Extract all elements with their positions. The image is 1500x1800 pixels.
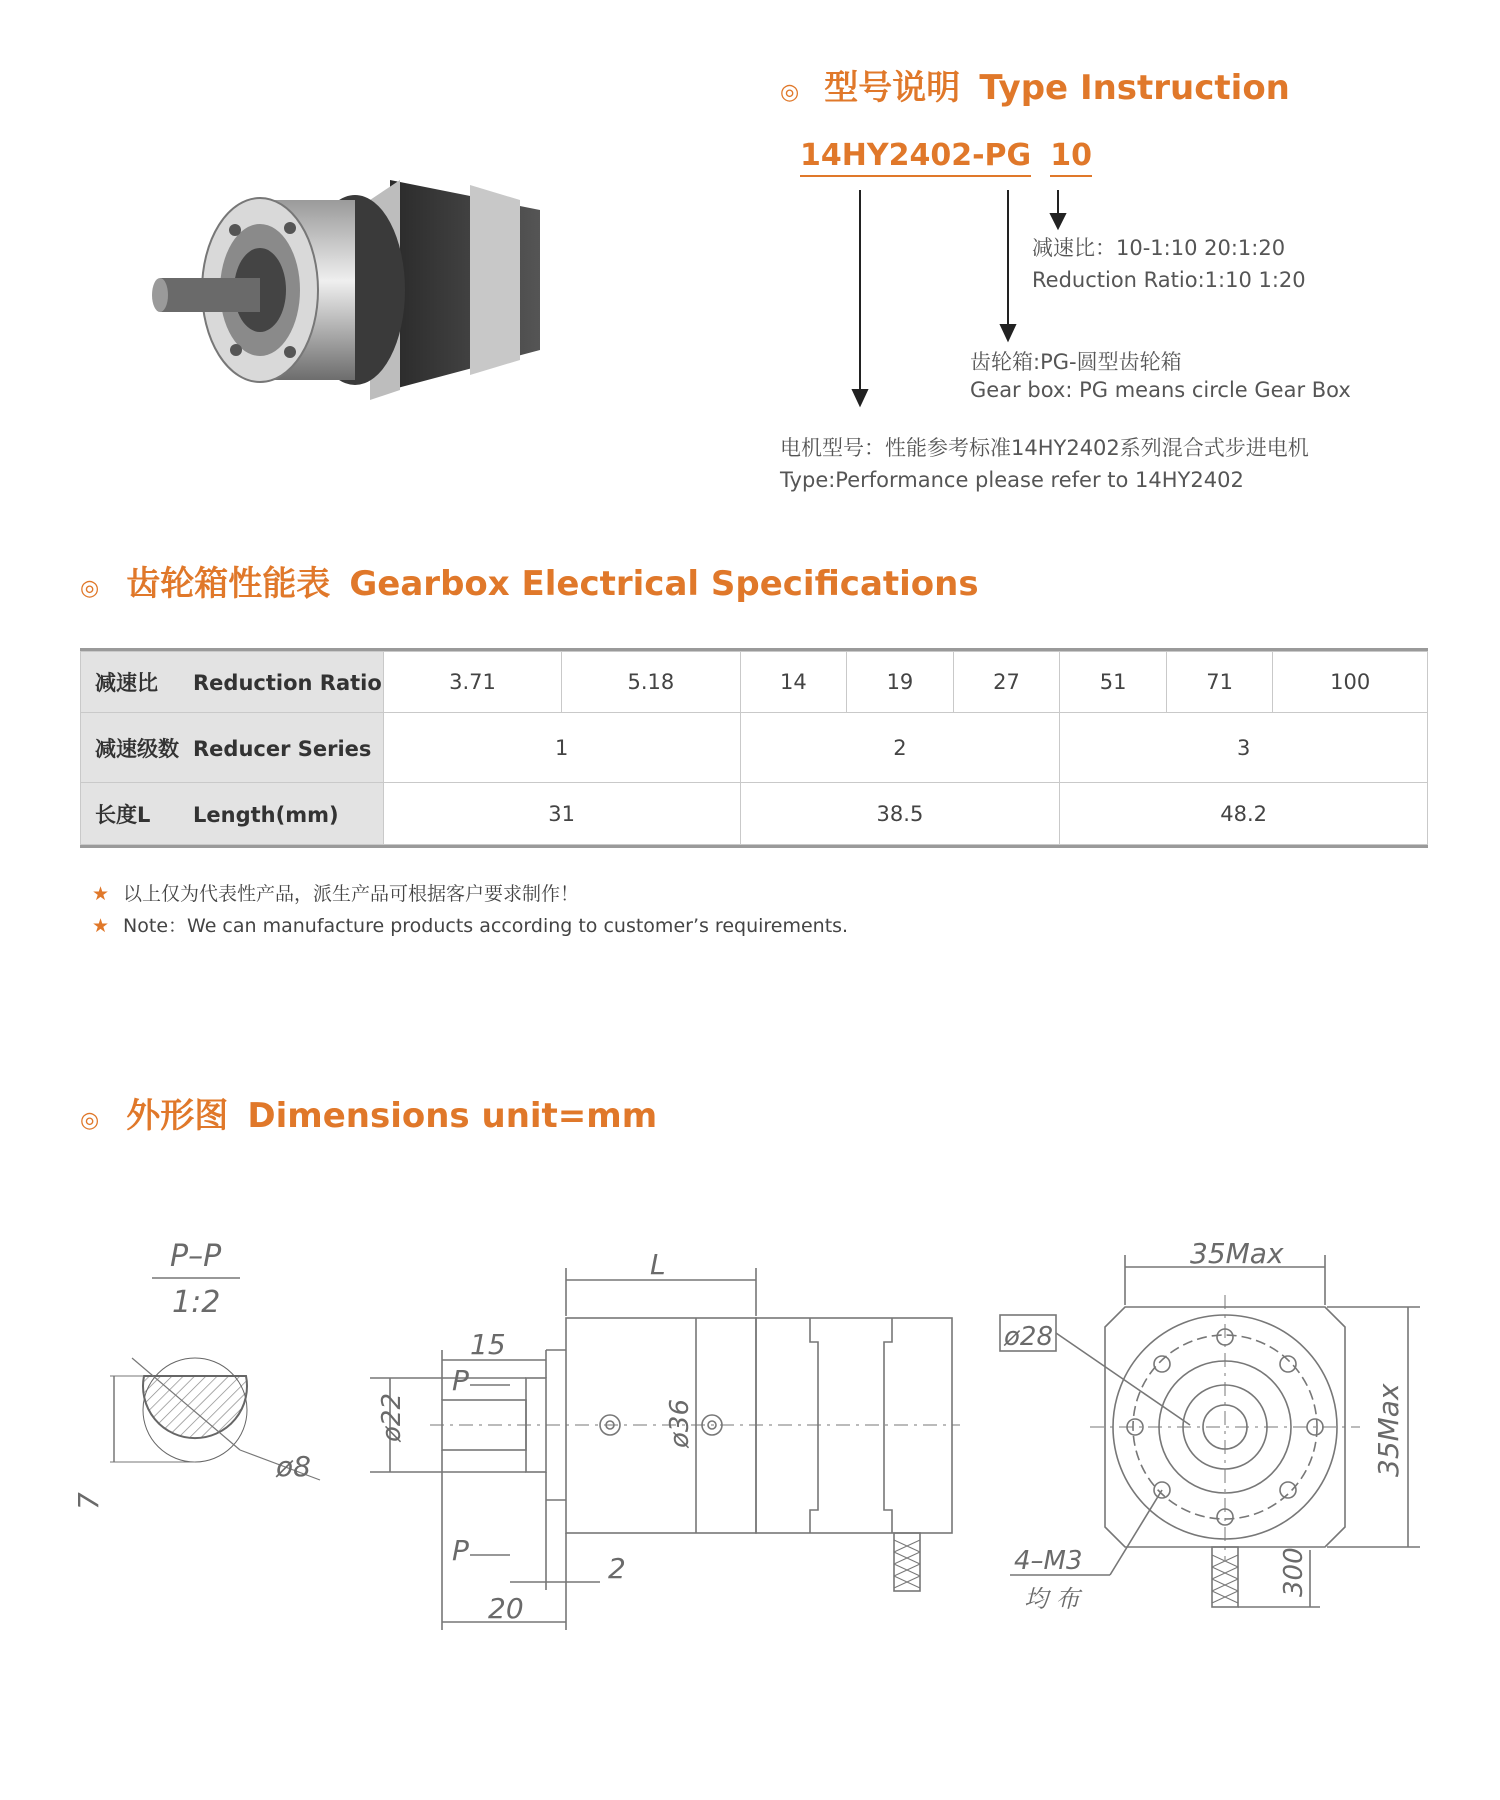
spec-table bbox=[80, 651, 1428, 845]
gearbox-desc bbox=[970, 348, 1351, 404]
dim-22: ø22 bbox=[377, 1393, 407, 1442]
dim-L: L bbox=[650, 1248, 666, 1281]
star-icon: ★ bbox=[92, 883, 110, 905]
reduction-desc-en: Reduction Ratio:1:10 1:20 bbox=[1032, 268, 1306, 292]
header-bullet-icon: ◎ bbox=[780, 80, 800, 105]
dim-36: ø36 bbox=[665, 1399, 695, 1448]
type-title-en: Type Instruction bbox=[979, 68, 1290, 108]
spec-header bbox=[80, 556, 979, 605]
table-cell: 2 bbox=[740, 713, 1060, 783]
reduction-desc bbox=[1032, 232, 1306, 296]
table-cell: 1 bbox=[383, 713, 740, 783]
table-cell: 3 bbox=[1060, 713, 1428, 783]
section-title: P–P bbox=[170, 1239, 222, 1274]
dim-even: 均 布 bbox=[1024, 1585, 1080, 1613]
note-item: ★ Note：We can manufacture products according to customer’s requirements. bbox=[92, 915, 849, 937]
table-cell: 27 bbox=[953, 652, 1060, 713]
motor-desc bbox=[780, 432, 1309, 496]
spec-title-zh: 齿轮箱性能表 bbox=[126, 564, 331, 604]
table-cell: 38.5 bbox=[740, 783, 1060, 845]
table-cell: 100 bbox=[1273, 652, 1428, 713]
section-dia: ø8 bbox=[276, 1450, 311, 1483]
table-cell: 5.18 bbox=[562, 652, 740, 713]
dim-cable: 300 bbox=[1279, 1547, 1309, 1597]
table-row bbox=[81, 713, 1428, 783]
note-item: ★ 以上仅为代表性产品，派生产品可根据客户要求制作！ bbox=[92, 883, 580, 905]
row-label: 长度L Length(mm) bbox=[81, 783, 384, 845]
dim-P2: P bbox=[452, 1534, 469, 1567]
notes bbox=[92, 878, 848, 942]
table-cell: 3.71 bbox=[383, 652, 561, 713]
reduction-desc-zh: 减速比：10-1:10 20:1:20 bbox=[1032, 236, 1286, 260]
spec-table-wrap bbox=[80, 648, 1428, 848]
type-header bbox=[780, 60, 1290, 109]
model-part-1: 14HY2402-PG bbox=[800, 138, 1031, 177]
section-scale: 1:2 bbox=[172, 1285, 221, 1320]
model-part-2: 10 bbox=[1050, 138, 1092, 177]
dim-width: 35Max bbox=[1190, 1237, 1284, 1270]
dim-28: ø28 bbox=[1004, 1322, 1053, 1352]
table-cell: 48.2 bbox=[1060, 783, 1428, 845]
dim-title-zh: 外形图 bbox=[126, 1096, 229, 1136]
dim-15: 15 bbox=[470, 1328, 506, 1361]
model-code bbox=[800, 138, 1092, 177]
dim-height: 35Max bbox=[1372, 1383, 1405, 1477]
motor-desc-zh: 电机型号：性能参考标准14HY2402系列混合式步进电机 bbox=[780, 436, 1309, 460]
dim-screws: 4–M3 bbox=[1014, 1546, 1083, 1576]
table-cell: 14 bbox=[740, 652, 847, 713]
section-view-drawing bbox=[72, 1230, 340, 1530]
motor-desc-en: Type:Performance please refer to 14HY2402 bbox=[780, 468, 1244, 492]
gearbox-desc-zh: 齿轮箱:PG-圆型齿轮箱 bbox=[970, 350, 1182, 374]
table-cell: 31 bbox=[383, 783, 740, 845]
table-row bbox=[81, 652, 1428, 713]
table-cell: 51 bbox=[1060, 652, 1167, 713]
dim-header bbox=[80, 1088, 657, 1137]
front-view-drawing bbox=[980, 1215, 1460, 1635]
side-view-drawing bbox=[370, 1200, 970, 1660]
dim-P1: P bbox=[452, 1364, 469, 1397]
dim-title-en: Dimensions unit=mm bbox=[247, 1096, 658, 1136]
header-bullet-icon: ◎ bbox=[80, 1108, 100, 1133]
type-title-zh: 型号说明 bbox=[824, 68, 961, 108]
table-cell: 71 bbox=[1166, 652, 1273, 713]
star-icon: ★ bbox=[92, 915, 110, 937]
gearbox-desc-en: Gear box: PG means circle Gear Box bbox=[970, 378, 1351, 402]
header-bullet-icon: ◎ bbox=[80, 576, 100, 601]
table-cell: 19 bbox=[847, 652, 954, 713]
dim-2: 2 bbox=[608, 1552, 626, 1585]
product-image bbox=[140, 160, 580, 420]
row-label: 减速级数 Reducer Series bbox=[81, 713, 384, 783]
table-row bbox=[81, 783, 1428, 845]
section-flat: 7 bbox=[72, 1492, 105, 1510]
dim-20: 20 bbox=[488, 1592, 524, 1625]
row-label: 减速比 Reduction Ratio bbox=[81, 652, 384, 713]
spec-title-en: Gearbox Electrical Specifications bbox=[349, 564, 979, 604]
